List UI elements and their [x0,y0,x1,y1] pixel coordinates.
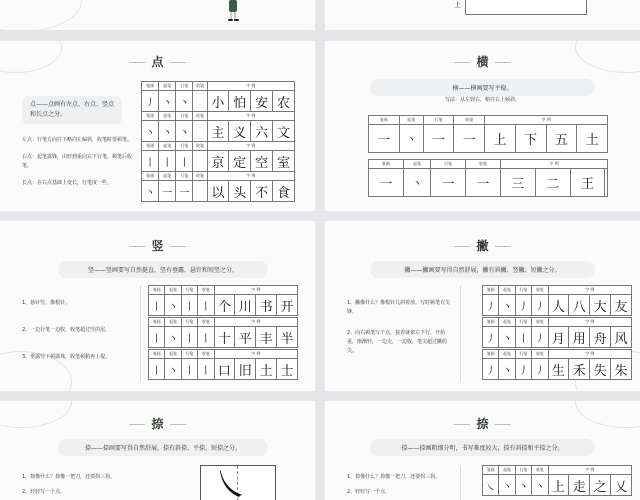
th-example: 字 例 [214,286,298,295]
blank-cell [193,121,207,142]
stroke: 丨 [149,295,165,316]
slide-dian [0,41,315,211]
th-start: 起笔 [499,350,515,359]
slide-title: 点 [0,53,315,70]
note-2: 右点：起笔露锋，由轻到重向右下行笔，顿笔后收笔。 [22,154,133,169]
char: 室 [273,151,295,172]
stroke: 丶 [176,121,193,142]
note-1: 1、捺像什么？捺像一把刀，还要拐三拐。 [347,474,441,480]
slide-top-right [325,0,640,30]
th-stroke: 笔画 [149,350,165,359]
stroke: 丶 [399,125,423,153]
char: 失 [590,359,611,380]
char: 半 [277,327,298,348]
blank-cell [193,91,207,112]
char: 三 [500,169,535,197]
th-stroke: 笔画 [142,142,159,151]
stroke: 丨 [176,151,193,172]
slide-title: 横 [325,53,640,70]
char: 生 [548,359,569,380]
th-start: 起笔 [403,160,430,169]
char: 农 [273,91,295,112]
slide-shu [0,221,315,391]
stroke-table [148,317,298,348]
char: 头 [229,181,251,202]
char: 京 [207,151,229,172]
th-start: 起笔 [165,318,181,327]
slide-title: 竖 [0,237,315,254]
th-move: 行笔 [176,172,193,181]
slide-na-left [0,401,315,500]
highlight-text: 点——点画有左点、右点、竖点和长点之分。 [22,96,122,124]
stroke: 丶 [532,475,548,496]
char: 丰 [256,327,277,348]
th-stroke: 笔画 [483,318,499,327]
th-end: 收笔 [193,172,207,181]
stroke: 丿 [515,295,531,316]
slide-title: 撇 [325,237,640,254]
th-start: 起笔 [399,116,423,125]
note-2: 2、向右顿笔写个点，接着就依左下行，开始重，渐渐轻，一边走，一边收，笔尖超过撇的尖。 [347,330,448,354]
char: 朱 [611,359,632,380]
stroke: 丨 [198,359,214,380]
stub-char: 上 [454,1,461,9]
stroke: 一 [454,125,485,153]
note-1: 1、撇像什么？像根针儿斜着放，写时顿笔有尖锋。 [347,300,451,315]
stroke: 丨 [198,327,214,348]
stroke: 丶 [499,359,515,380]
th-move: 行笔 [515,318,531,327]
th-stroke: 笔画 [142,112,159,121]
stroke-head: 一 [369,125,400,153]
stroke: 丨 [181,295,197,316]
slide-pie [325,221,640,391]
char: 川 [235,295,256,316]
th-stroke: 笔画 [142,172,159,181]
th-move: 行笔 [515,350,531,359]
figure-illustration [226,0,240,22]
stroke: 丿 [515,359,531,380]
th-stroke: 笔画 [483,350,499,359]
blank-cell [193,151,207,172]
char: 土 [256,359,277,380]
th-end: 收笔 [193,82,207,91]
char: 乂 [611,475,632,496]
char: 禾 [569,359,590,380]
th-end: 收笔 [193,112,207,121]
th-end: 收笔 [532,466,548,475]
note-2: 2、轻轻写一个点， [22,489,66,495]
char: 文 [273,121,295,142]
th-stroke: 笔画 [149,286,165,295]
note-2: 2、轻轻写一个点， [347,489,391,495]
th-end: 收笔 [454,116,485,125]
notes [22,136,132,196]
th-end: 收笔 [198,350,214,359]
th-start: 起笔 [159,172,176,181]
th-stroke: 笔画 [483,466,499,475]
stroke: 丿 [142,91,159,112]
stroke-table [368,115,608,153]
slide-top-left [0,0,315,30]
char: 食 [273,181,295,202]
char: 友 [611,295,632,316]
char: 不 [251,181,273,202]
th-example: 字 例 [214,350,298,359]
slide-heng [325,41,640,211]
stroke: ㇏ [483,475,499,496]
char: 士 [277,359,298,380]
th-example: 字 例 [548,350,632,359]
stroke: 一 [176,181,193,202]
th-move: 行笔 [181,350,197,359]
char: 人 [548,295,569,316]
th-end: 收笔 [532,318,548,327]
note-1: 1、捺像什么？捺像一把刀，还要拐三拐。 [22,474,116,480]
th-example: 字 例 [548,318,632,327]
stroke: 丨 [142,151,159,172]
th-example: 字 例 [207,82,295,91]
char: 土 [577,125,608,153]
divider [140,286,141,381]
blank-cell [193,181,207,202]
char: 上 [548,475,569,496]
slide-title: 捺 [0,415,315,432]
table-stub [454,0,587,15]
notes [22,473,132,500]
blank-cell [605,169,608,197]
slide-title: 捺 [325,415,640,432]
char: 舟 [590,327,611,348]
stroke: 丶 [499,475,515,496]
char: 口 [214,359,235,380]
th-example: 字 例 [548,286,632,295]
th-example: 字 例 [485,116,608,125]
char: 空 [251,151,273,172]
divider [460,466,461,500]
stroke: 丿 [532,295,548,316]
stroke: 一 [159,181,176,202]
stroke: 一 [431,169,466,197]
stroke: 丶 [176,91,193,112]
th-example: 字 例 [207,142,295,151]
char: 用 [569,327,590,348]
th-stroke: 笔画 [149,318,165,327]
char: 主 [207,121,229,142]
th-start: 起笔 [499,466,515,475]
char: 旧 [235,359,256,380]
sub-text: 写法：从左到右，稍往右上倾斜。 [444,97,520,103]
char: 义 [229,121,251,142]
th-example: 字 例 [207,112,295,121]
stroke: 丿 [532,359,548,380]
highlight-text: 竖——竖画要写自然挺直，竖有垂露、悬针和短竖之分。 [58,261,268,278]
note-1: 1、悬针竖，像根针。 [22,300,71,306]
char: 个 [214,295,235,316]
char: 五 [546,125,577,153]
char: 六 [251,121,273,142]
char: 怕 [229,91,251,112]
note-2: 2、一边行笔一边收，收笔超过竖的尾。 [22,327,111,333]
stroke: 丶 [165,359,181,380]
th-start: 起笔 [499,286,515,295]
note-3: 长点：在右点基础上变长，行笔度一些。 [22,180,113,186]
th-move: 行笔 [431,160,466,169]
th-stroke: 笔画 [369,116,400,125]
stroke-head: 一 [369,169,404,197]
stroke: 一 [423,125,454,153]
th-move: 行笔 [181,286,197,295]
stroke: 丿 [483,359,499,380]
th-example: 字 例 [214,318,298,327]
practice-grid [200,465,276,500]
th-end: 收笔 [466,160,501,169]
th-start: 起笔 [165,286,181,295]
stroke: 丨 [181,327,197,348]
th-example: 字 例 [207,172,295,181]
stroke-table [148,349,298,380]
th-move: 行笔 [176,82,193,91]
notes [347,299,452,364]
stroke-table [368,159,608,197]
stroke: 丶 [499,327,515,348]
stroke: 丶 [165,295,181,316]
stroke: 丿 [532,327,548,348]
th-start: 起笔 [165,350,181,359]
th-start: 起笔 [159,82,176,91]
stroke: 丿 [483,295,499,316]
th-stroke: 笔画 [483,286,499,295]
stroke-glyph: ㇏ [213,465,250,500]
char: 平 [235,327,256,348]
stroke: 丶 [403,169,430,197]
highlight-text: 撇——撇画要写得自然舒展，撇有斜撇、竖撇、短撇之分。 [370,261,595,278]
stroke-table [482,285,632,316]
stroke-table [148,285,298,316]
th-stroke: 笔画 [369,160,404,169]
th-example: 字 例 [548,466,632,475]
th-move: 行笔 [181,318,197,327]
th-end: 收笔 [198,318,214,327]
th-start: 起笔 [159,142,176,151]
th-move: 行笔 [515,466,531,475]
stroke: 丶 [159,121,176,142]
char: 月 [548,327,569,348]
char: 上 [485,125,516,153]
th-end: 收笔 [193,142,207,151]
char: 二 [535,169,570,197]
notes [22,299,132,370]
stroke: 丿 [483,327,499,348]
stroke: 丨 [181,359,197,380]
stroke: 丨 [149,359,165,380]
stroke: 丶 [499,295,515,316]
char: 安 [251,91,273,112]
th-example: 字 例 [500,160,607,169]
stroke: 丶 [165,327,181,348]
char: 下 [515,125,546,153]
char: 之 [590,475,611,496]
stroke: 丶 [159,91,176,112]
notes [347,473,457,500]
decor-ring [0,0,82,30]
stroke: 丨 [149,327,165,348]
stroke-table [482,465,632,496]
char: 大 [590,295,611,316]
char: 十 [214,327,235,348]
divider [460,286,461,381]
stroke: 丶 [142,121,159,142]
char: 小 [207,91,229,112]
stroke: 丨 [515,327,531,348]
char: 以 [207,181,229,202]
highlight-text: 捺——捺画要写得自然舒展，捺有斜捺、平捺、短捺之分。 [58,439,268,456]
th-move: 行笔 [423,116,454,125]
stroke-table [482,349,632,380]
slide-na-right [325,401,640,500]
th-end: 收笔 [198,286,214,295]
char: 八 [569,295,590,316]
note-3: 3、垂露竖下顿露珠，收笔顿稍再上提。 [22,354,111,360]
th-end: 收笔 [532,350,548,359]
th-move: 行笔 [515,286,531,295]
stroke: 丶 [515,475,531,496]
highlight-text: 横——横画要写平稳。 [370,79,595,96]
th-start: 起笔 [499,318,515,327]
stroke-table [141,81,295,202]
th-start: 起笔 [159,112,176,121]
char: 风 [611,327,632,348]
th-move: 行笔 [176,142,193,151]
th-end: 收笔 [532,286,548,295]
char: 走 [569,475,590,496]
th-move: 行笔 [176,112,193,121]
char: 定 [229,151,251,172]
stroke: 一 [466,169,501,197]
stroke-table [482,317,632,348]
highlight-text: 捺——捺画粗细分明，书写难度较大，捺有斜捺和平捺之分。 [370,439,595,456]
note-1: 左点：行笔方向往下略向左偏斜，收笔时要顿笔。 [22,137,133,143]
stroke: 丶 [142,181,159,202]
char: 书 [256,295,277,316]
char: 王 [570,169,605,197]
th-stroke: 笔画 [142,82,159,91]
stroke: 丨 [198,295,214,316]
stroke: 丨 [159,151,176,172]
char: 开 [277,295,298,316]
